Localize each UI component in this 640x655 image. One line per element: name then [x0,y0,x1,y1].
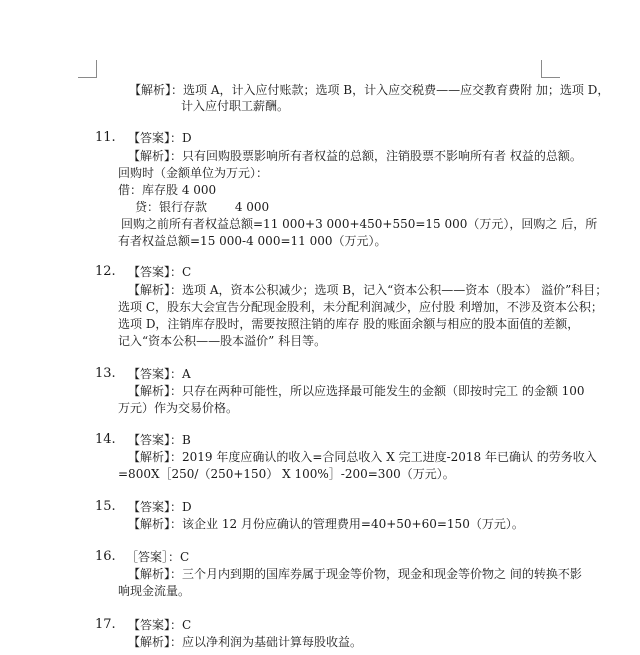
question-number: 16. [95,549,116,564]
analysis-text: 【解析】：应以净利润为基础计算每股收益。 [128,635,363,649]
crop-mark-right-vertical [541,60,542,78]
journal-debit: 借：库存股 4 000 [118,183,217,197]
answer-label: 【答案】：D [128,500,192,514]
answer-label: ［答案］：C [126,550,190,564]
analysis-text: 回购之前所有者权益总额=11 000+3 000+450+550=15 000（万元），回购之 后，所 [121,217,598,231]
analysis-text: 【解析】：只存在两种可能性，所以应选择最可能发生的金额（即按时完工 的金额 100 [128,384,585,398]
question-number: 13. [95,366,116,381]
analysis-text: 选项 C，股东大会宣告分配现金股利，未分配利润减少，应付股 利增加，不涉及资本公积； [118,300,603,314]
analysis-text: 万元）作为交易价格。 [118,401,239,415]
analysis-text: 【解析】：该企业 12 月份应确认的管理费用=40+50+60=150（万元）。 [128,517,524,531]
analysis-text: 回购时（金额单位为万元）： [118,166,269,180]
analysis-text: 选项 D，注销库存股时，需要按照注销的库存 股的账面余额与相应的股本面值的差额， [118,317,580,331]
analysis-text: 【解析】：2019 年度应确认的收入=合同总收入 X 完工进度-2018 年已确认 的劳务收入 [128,450,597,464]
answer-label: 【答案】：D [128,131,192,145]
question-number: 11. [95,130,116,145]
crop-mark-left-horizontal [78,77,97,78]
answer-label: 【答案】：C [128,618,192,632]
analysis-text: 【解析】：选项 A，计入应付账款；选项 B，计入应交税费——应交教育费附 加；选项 D， [129,83,610,97]
analysis-text: =800X［250/（250+150） X 100%］-200=300（万元）。 [118,467,455,481]
crop-mark-left-vertical [96,60,97,78]
analysis-text: 记入“资本公积——股本溢价” 科目等。 [118,334,327,348]
analysis-text: 计入应付职工薪酬。 [181,99,290,113]
answer-label: 【答案】：B [128,433,191,447]
answer-label: 【答案】：A [128,367,191,381]
analysis-text: 有者权益总额=15 000-4 000=11 000（万元）。 [118,234,387,248]
crop-mark-right-horizontal [541,77,560,78]
analysis-text: 【解析】：选项 A，资本公积减少；选项 B，记入“资本公积——资本（股本） 溢价”科目； [128,283,608,297]
analysis-text: 【解析】：三个月内到期的国库券属于现金等价物，现金和现金等价物之 间的转换不影 [128,567,582,581]
analysis-text: 【解析】：只有回购股票影响所有者权益的总额，注销股票不影响所有者 权益的总额。 [128,149,582,163]
question-number: 15. [95,499,116,514]
question-number: 17. [95,617,116,632]
analysis-text: 响现金流量。 [118,584,191,598]
question-number: 14. [95,432,116,447]
journal-credit: 贷：银行存款 4 000 [135,200,270,214]
question-number: 12. [95,264,116,279]
answer-label: 【答案】：C [128,265,192,279]
